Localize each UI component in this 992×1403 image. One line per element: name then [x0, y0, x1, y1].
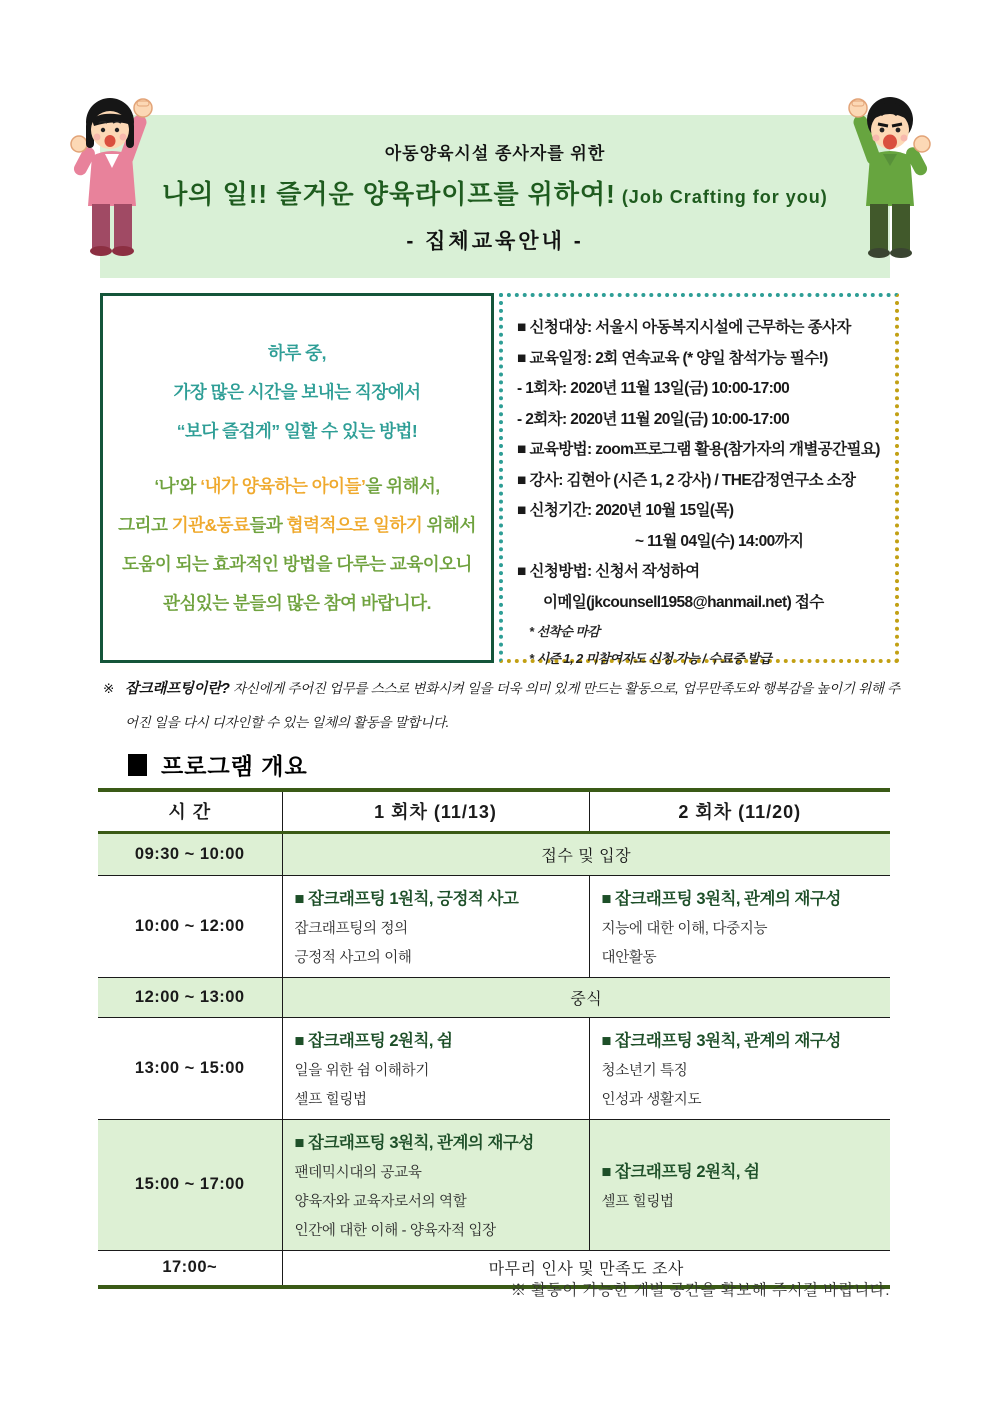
session1-cell [282, 875, 589, 977]
table-row-morning [98, 875, 890, 977]
intro-message-box [100, 293, 494, 663]
intro-line: 도움이 되는 효과적인 방법을 다루는 교육이오니 [122, 553, 472, 574]
cell-title: ■ 잡크래프팅 2원칙, 쉼 [294, 1031, 453, 1050]
time-cell: 15:00 ~ 17:00 [98, 1119, 282, 1250]
cell-item: 셀프 힐링법 [294, 1091, 367, 1108]
note-body: 자신에게 주어진 업무를 스스로 변화시켜 일을 더욱 의미 있게 만드는 활동으로, 업무만족도와 행복감을 높이기 위해 주어진 일을 다시 디자인할 수 있는 일체의 활동을 말합니다. [125, 681, 900, 730]
cheering-man-illustration [834, 84, 938, 266]
banner-eyebrow: 아동양육시설 종사자를 위한 [384, 143, 606, 163]
cell-item: 인성과 생활지도 [601, 1091, 702, 1108]
space-requirement-footnote: ※ 활동이 가능한 개별 공간을 확보해 주시길 바랍니다. [510, 1282, 890, 1299]
intro-seg: 위해서 [426, 514, 476, 535]
note-marker: ※ [103, 681, 115, 696]
table-row-afternoon1 [98, 1017, 890, 1119]
intro-seg: 협력적으로 일하기 [286, 514, 427, 535]
cell-item: 대안활동 [601, 949, 657, 966]
banner-subtitle: - 집체교육안내 - [406, 229, 584, 253]
intro-seg: 들과 [249, 514, 287, 535]
info-line-method: ■ 교육방법: zoom프로그램 활용(참가자의 개별공간필요) [517, 441, 880, 458]
banner-title-text: 나의 일!! 즐거운 양육라이프를 위하여! [162, 178, 616, 209]
info-line-howto: ■ 신청방법: 신청서 작성하여 [517, 563, 700, 580]
cell-item: 일을 위한 쉼 이해하기 [294, 1062, 430, 1079]
intro-seg: ‘내가 양육하는 아이들’ [200, 475, 366, 496]
time-cell: 10:00 ~ 12:00 [98, 875, 282, 977]
col-header-time: 시 간 [98, 790, 282, 832]
session2-cell [589, 1119, 890, 1250]
cell-item: 팬데믹시대의 공교육 [294, 1164, 422, 1181]
cell-title: ■ 잡크래프팅 1원칙, 긍정적 사고 [294, 889, 519, 908]
banner-title-suffix: (Job Crafting for you) [615, 186, 828, 207]
job-crafting-note [103, 672, 901, 739]
table-row-registration [98, 832, 890, 875]
cell-item: 셀프 힐링법 [601, 1193, 674, 1210]
cell-title: ■ 잡크래프팅 3원칙, 관계의 재구성 [601, 889, 841, 908]
banner-title [162, 174, 828, 211]
table-row-lunch [98, 977, 890, 1017]
cell-title: ■ 잡크래프팅 2원칙, 쉼 [601, 1162, 760, 1181]
intro-seg: 기관&동료 [171, 514, 250, 535]
col-header-session1: 1 회차 (11/13) [282, 790, 589, 832]
session1-cell [282, 1017, 589, 1119]
time-cell: 17:00~ [98, 1250, 282, 1287]
intro-seg: 을 위해서, [365, 475, 440, 496]
section-title: 프로그램 개요 [161, 753, 308, 779]
session1-cell [282, 1119, 589, 1250]
info-line-target: ■ 신청대상: 서울시 아동복지시설에 근무하는 종사자 [517, 319, 851, 336]
intro-seg: ‘나’와 [154, 475, 201, 496]
cell-item: 양육자와 교육자로서의 역할 [294, 1193, 467, 1210]
cell-item: 잡크래프팅의 정의 [294, 920, 408, 937]
intro-line [103, 506, 491, 545]
cell-item: 긍정적 사고의 이해 [294, 949, 412, 966]
info-line-instructor: ■ 강사: 김현아 (시즌 1, 2 강사) / THE감정연구소 소장 [517, 471, 856, 489]
intro-gap [103, 451, 491, 467]
program-schedule-table [98, 788, 890, 1289]
cell-title: ■ 잡크래프팅 3원칙, 관계의 재구성 [601, 1031, 841, 1050]
time-cell: 09:30 ~ 10:00 [98, 832, 282, 875]
application-info-box [499, 293, 899, 666]
section-bullet-icon [128, 754, 147, 776]
session2-cell [589, 1017, 890, 1119]
info-line-certificate: * 시즌 1, 2 미참여자도 신청 가능 / 수료증 발급 [529, 651, 772, 666]
info-line-session1: - 1회차: 2020년 11월 13일(금) 10:00-17:00 [517, 380, 790, 397]
note-lead: 잡크래프팅이란? [125, 681, 230, 697]
cell-item: 인간에 대한 이해 - 양육자적 입장 [294, 1222, 496, 1239]
info-line-schedule: ■ 교육일정: 2회 연속교육 (* 양일 참석가능 필수!) [517, 349, 828, 367]
col-header-session2: 2 회차 (11/20) [589, 790, 890, 832]
info-line-period: ■ 신청기간: 2020년 10월 15일(목) [517, 502, 734, 519]
time-cell: 12:00 ~ 13:00 [98, 977, 282, 1017]
merged-cell: 접수 및 입장 [282, 832, 890, 875]
info-line-email: 이메일(jkcounsell1958@hanmail.net) 접수 [543, 593, 824, 611]
merged-cell: 마무리 인사 및 만족도 조사 [282, 1250, 890, 1287]
intro-line: 관심있는 분들의 많은 참여 바랍니다. [163, 592, 431, 613]
header-banner [100, 115, 890, 278]
info-line-firstcome: * 선착순 마감 [529, 624, 600, 639]
info-line-period-end: ~ 11월 04일(수) 14:00까지 [635, 532, 804, 550]
cell-title: ■ 잡크래프팅 3원칙, 관계의 재구성 [294, 1133, 534, 1152]
cell-item: 지능에 대한 이해, 다중지능 [601, 920, 768, 937]
intro-line: 하루 중, [268, 342, 326, 363]
intro-line: “보다 즐겁게” 일할 수 있는 방법! [176, 420, 418, 441]
cheering-woman-illustration [64, 84, 168, 266]
cell-item: 청소년기 특징 [601, 1062, 688, 1079]
table-header-row [98, 790, 890, 832]
intro-seg: 그리고 [118, 514, 172, 535]
session2-cell [589, 875, 890, 977]
time-cell: 13:00 ~ 15:00 [98, 1017, 282, 1119]
merged-cell: 중식 [282, 977, 890, 1017]
table-row-afternoon2 [98, 1119, 890, 1250]
intro-line [103, 467, 491, 506]
program-overview-header [128, 748, 308, 781]
intro-line: 가장 많은 시간을 보내는 직장에서 [173, 381, 421, 402]
info-line-session2: - 2회차: 2020년 11월 20일(금) 10:00-17:00 [517, 410, 790, 428]
